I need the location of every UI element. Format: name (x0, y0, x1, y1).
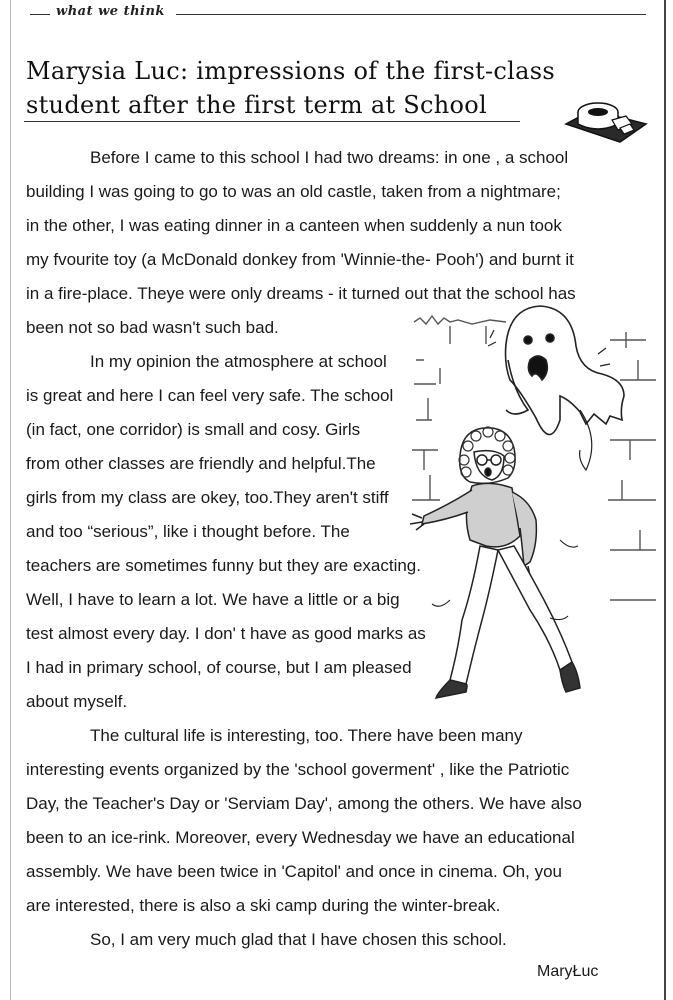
paragraph-2-line-10: I had in primary school, of course, but I am pleased (26, 658, 412, 677)
title-underline (24, 121, 520, 122)
ghost-chasing-girl-drawing (410, 300, 662, 705)
paragraph-1-line-2: building I was going to go to was an old castle, taken from a nightmare; (26, 182, 561, 201)
title-line-1: Marysia Luc: impressions of the first-class (26, 57, 555, 85)
paragraph-2-line-5: girls from my class are okey, too.They aren't stiff (26, 488, 389, 507)
paragraph-3-line-5: assembly. We have been twice in 'Capitol' and once in cinema. Oh, you (26, 862, 562, 881)
paragraph-3-line-1: The cultural life is interesting, too. There have been many (90, 726, 523, 745)
paragraph-2-line-1: In my opinion the atmosphere at school (90, 352, 387, 371)
paragraph-2-line-3: (in fact, one corridor) is small and cosy. Girls (26, 420, 361, 439)
section-label: what we think (56, 4, 165, 19)
paragraph-3-line-6: are interested, there is also a ski camp during the winter-break. (26, 896, 501, 915)
paragraph-1-line-6: been not so bad wasn't such bad. (26, 318, 279, 337)
author-signature: MaryŁuc (537, 963, 599, 980)
article-title (26, 54, 586, 122)
title-line-2: student after the first term at School (26, 91, 488, 119)
paragraph-2-line-7: teachers are sometimes funny but they are exacting. (26, 556, 421, 575)
paragraph-2-line-6: and too “serious”, like i thought before. The (26, 522, 350, 541)
paragraph-4-line-1: So, I am very much glad that I have chosen this school. (90, 930, 507, 949)
paragraph-1-line-3: in the other, I was eating dinner in a canteen when suddenly a nun took (26, 216, 562, 235)
page-right-border (664, 0, 666, 1000)
paragraph-1-line-1: Before I came to this school I had two dreams: in one , a school (90, 148, 569, 167)
paragraph-2-line-9: test almost every day. I don' t have as good marks as (26, 624, 426, 643)
paragraph-3-line-3: Day, the Teacher's Day or 'Serviam Day', among the others. We have also (26, 794, 582, 813)
paragraph-3-line-4: been to an ice-rink. Moreover, every Wednesday we have an educational (26, 828, 575, 847)
paragraph-2-line-11: about myself. (26, 692, 128, 711)
cheese-on-board-icon (560, 90, 650, 146)
page-left-edge (10, 0, 11, 1000)
paragraph-3-line-2: interesting events organized by the 'school goverment' , like the Patriotic (26, 760, 570, 779)
paragraph-1-line-5: in a fire-place. Theye were only dreams - it turned out that the school has (26, 284, 576, 303)
header-rule-right (176, 14, 646, 15)
paragraph-2-line-2: is great and here I can feel very safe. The school (26, 386, 394, 405)
frightened-girl-figure (410, 427, 580, 698)
paragraph-2-line-8: Well, I have to learn a lot. We have a little or a big (26, 590, 400, 609)
paragraph-1-line-4: my fvourite toy (a McDonald donkey from 'Winnie-the- Pooh') and burnt it (26, 250, 574, 269)
header-rule-left (30, 14, 50, 15)
paragraph-2-line-4: from other classes are friendly and helpful.The (26, 454, 376, 473)
